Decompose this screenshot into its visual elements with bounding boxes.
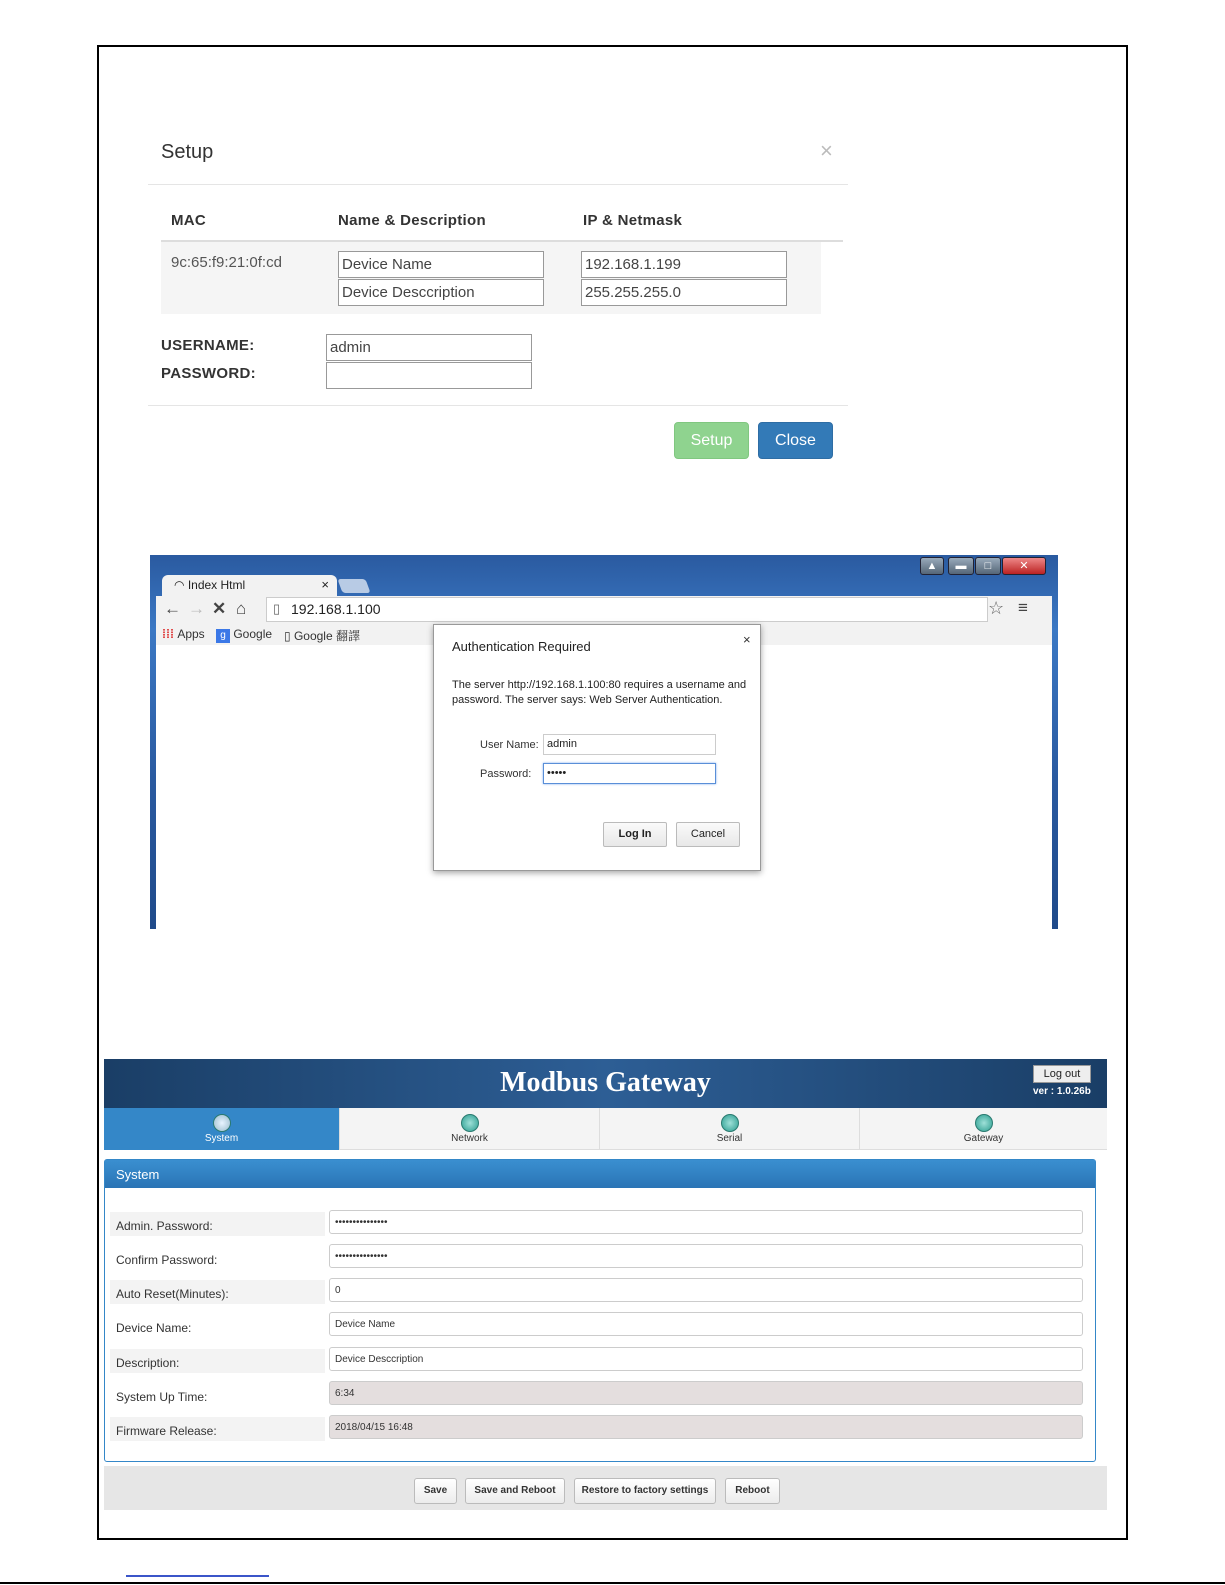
device-name-input[interactable]: Device Name bbox=[338, 251, 544, 278]
field-label: Admin. Password: bbox=[110, 1212, 325, 1236]
browser-window bbox=[150, 555, 1058, 929]
google-icon: g bbox=[216, 629, 230, 643]
home-icon[interactable]: ⌂ bbox=[236, 599, 247, 618]
page-icon: ▯ bbox=[273, 601, 281, 616]
field-label: Device Name: bbox=[116, 1321, 192, 1335]
form-row-firmware bbox=[105, 1415, 1095, 1445]
gateway-icon bbox=[975, 1114, 993, 1132]
menu-icon[interactable]: ≡ bbox=[1018, 598, 1028, 617]
save-button[interactable]: Save bbox=[414, 1478, 457, 1504]
field-label: Firmware Release: bbox=[110, 1417, 325, 1441]
tab-network[interactable]: Network bbox=[340, 1108, 600, 1150]
minimize-icon[interactable]: ▬ bbox=[948, 557, 974, 575]
divider bbox=[148, 405, 848, 406]
action-bar bbox=[104, 1466, 1107, 1510]
password-label: PASSWORD: bbox=[161, 365, 256, 382]
device-description-input[interactable]: Device Desccription bbox=[338, 279, 544, 306]
field-label: System Up Time: bbox=[116, 1390, 208, 1404]
logout-button[interactable]: Log out bbox=[1033, 1065, 1091, 1083]
setup-dialog bbox=[148, 120, 848, 480]
forward-icon[interactable]: → bbox=[188, 599, 205, 618]
window-controls bbox=[920, 557, 1046, 577]
column-header-name: Name & Description bbox=[338, 212, 486, 229]
tab-gateway[interactable]: Gateway bbox=[860, 1108, 1107, 1150]
star-icon[interactable]: ☆ bbox=[988, 598, 1005, 618]
window-close-icon[interactable]: ✕ bbox=[1002, 557, 1046, 575]
bookmark-apps[interactable]: ⁞⁞⁞ Apps bbox=[162, 627, 205, 641]
tab-serial[interactable]: Serial bbox=[600, 1108, 860, 1150]
page-icon: ▯ bbox=[284, 629, 294, 643]
form-row-auto-reset bbox=[105, 1278, 1095, 1308]
login-button[interactable]: Log In bbox=[603, 822, 667, 847]
auth-close-icon[interactable]: × bbox=[743, 632, 751, 647]
new-tab-button[interactable] bbox=[337, 579, 370, 593]
auth-title: Authentication Required bbox=[452, 639, 591, 654]
close-icon[interactable]: × bbox=[820, 138, 833, 163]
setup-title: Setup bbox=[161, 141, 214, 163]
form-row-description bbox=[105, 1347, 1095, 1377]
user-icon[interactable]: ▲ bbox=[920, 557, 944, 575]
auth-username-input[interactable]: admin bbox=[543, 734, 716, 755]
setup-button[interactable]: Setup bbox=[674, 422, 749, 459]
restore-factory-button[interactable]: Restore to factory settings bbox=[574, 1478, 716, 1504]
auth-username-label: User Name: bbox=[480, 739, 539, 751]
system-panel bbox=[104, 1159, 1096, 1462]
stop-icon[interactable]: ✕ bbox=[212, 599, 227, 618]
browser-toolbar bbox=[156, 596, 1052, 623]
bookmark-google[interactable]: g Google bbox=[216, 627, 272, 643]
auth-dialog bbox=[433, 624, 761, 871]
auth-message: The server http://192.168.1.100:80 requires a username and password. The server says: Web Server Authentication. bbox=[452, 679, 747, 706]
bookmark-google-translate[interactable]: ▯ Google 翻譯 bbox=[284, 629, 360, 643]
column-header-mac: MAC bbox=[171, 212, 207, 229]
form-row-device-name bbox=[105, 1312, 1095, 1342]
tab-close-icon[interactable]: × bbox=[321, 577, 329, 592]
footer-link bbox=[126, 1575, 269, 1577]
username-label: USERNAME: bbox=[161, 337, 255, 354]
firmware-field: 2018/04/15 16:48 bbox=[329, 1415, 1083, 1439]
panel-title: System bbox=[105, 1160, 1095, 1188]
browser-tab[interactable] bbox=[162, 575, 337, 596]
serial-icon bbox=[721, 1114, 739, 1132]
field-label: Auto Reset(Minutes): bbox=[110, 1280, 325, 1304]
auth-password-label: Password: bbox=[480, 768, 532, 780]
gear-icon bbox=[213, 1114, 231, 1132]
form-row-admin-password bbox=[105, 1210, 1095, 1240]
netmask-input[interactable]: 255.255.255.0 bbox=[581, 279, 787, 306]
maximize-icon[interactable]: □ bbox=[975, 557, 1001, 575]
device-name-field[interactable]: Device Name bbox=[329, 1312, 1083, 1336]
main-nav bbox=[104, 1108, 1107, 1150]
password-input[interactable] bbox=[326, 362, 532, 389]
auto-reset-input[interactable]: 0 bbox=[329, 1278, 1083, 1302]
auth-password-input[interactable]: ••••• bbox=[543, 763, 716, 784]
tab-title: Index Html bbox=[187, 578, 246, 592]
address-text: 192.168.1.100 bbox=[291, 601, 381, 617]
app-header bbox=[104, 1059, 1107, 1108]
close-button[interactable]: Close bbox=[758, 422, 833, 459]
description-field[interactable]: Device Desccription bbox=[329, 1347, 1083, 1371]
network-icon bbox=[461, 1114, 479, 1132]
admin-password-input[interactable]: ••••••••••••••• bbox=[329, 1210, 1083, 1234]
table-row bbox=[161, 242, 821, 314]
app-title: Modbus Gateway bbox=[500, 1067, 711, 1098]
form-row-uptime bbox=[105, 1381, 1095, 1411]
cancel-button[interactable]: Cancel bbox=[676, 822, 740, 847]
reboot-button[interactable]: Reboot bbox=[725, 1478, 780, 1504]
field-label: Description: bbox=[110, 1349, 325, 1373]
field-label: Confirm Password: bbox=[116, 1253, 218, 1267]
form-row-confirm-password bbox=[105, 1244, 1095, 1274]
confirm-password-input[interactable]: ••••••••••••••• bbox=[329, 1244, 1083, 1268]
apps-icon: ⁞⁞⁞ bbox=[162, 627, 178, 641]
address-bar[interactable] bbox=[266, 597, 988, 622]
column-header-ip: IP & Netmask bbox=[583, 212, 683, 229]
ip-input[interactable]: 192.168.1.199 bbox=[581, 251, 787, 278]
username-input[interactable]: admin bbox=[326, 334, 532, 361]
save-and-reboot-button[interactable]: Save and Reboot bbox=[465, 1478, 565, 1504]
tab-system[interactable]: System bbox=[104, 1108, 340, 1150]
divider bbox=[148, 184, 848, 185]
modbus-gateway-app bbox=[104, 1059, 1107, 1510]
version-label: ver : 1.0.26b bbox=[1033, 1086, 1091, 1097]
footer-rule bbox=[0, 1582, 1225, 1584]
back-icon[interactable]: ← bbox=[164, 599, 181, 618]
uptime-field: 6:34 bbox=[329, 1381, 1083, 1405]
loading-icon: ◠ bbox=[174, 578, 188, 592]
mac-value: 9c:65:f9:21:0f:cd bbox=[171, 254, 282, 271]
